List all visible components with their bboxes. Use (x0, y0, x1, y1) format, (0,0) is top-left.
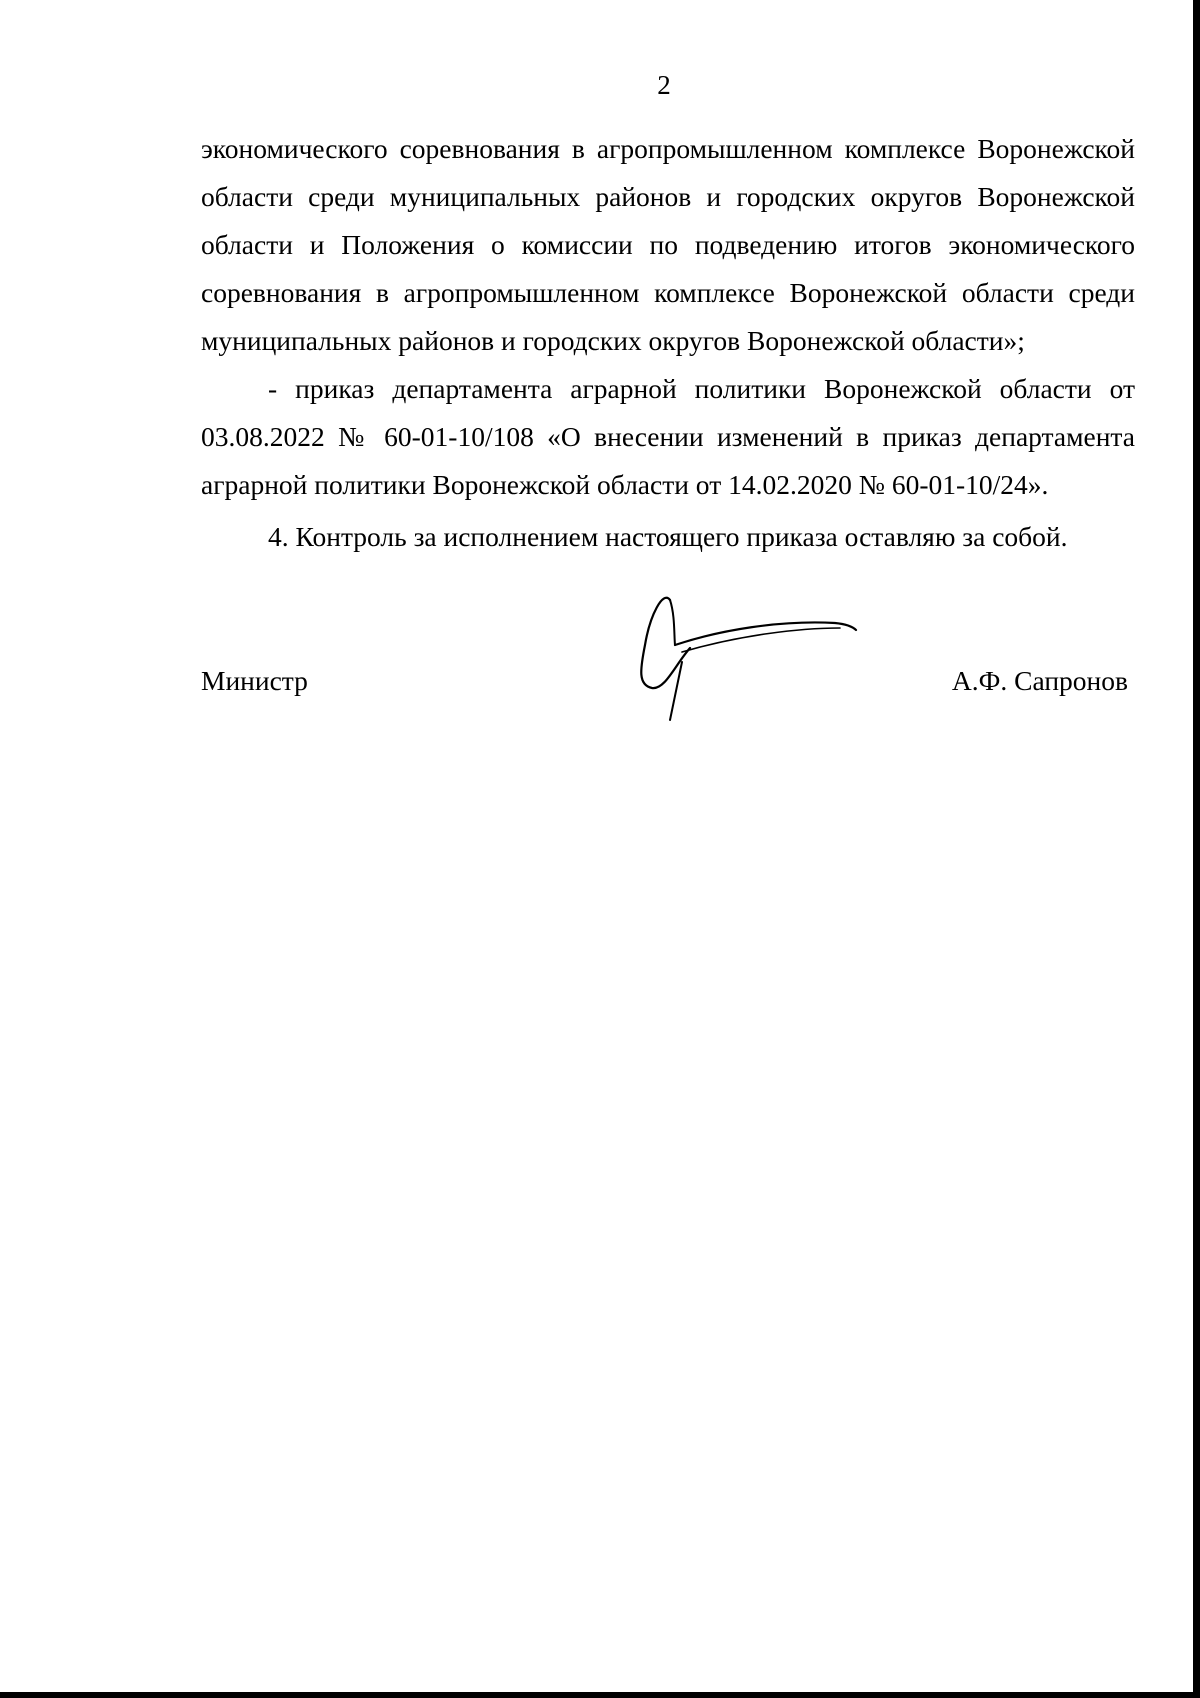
paragraph-continuation: экономического соревнования в агропромышленном комплексе Воронежской области среди муниципальных районов и городских округов Воронежской области и Положения о комиссии по подведению итогов экономического соревнования в агропромышленном комплексе Воронежской области среди муниципальных районов и городских округов Воронежской области»; (201, 133, 1135, 356)
page-number: 2 (657, 70, 671, 100)
signatory-position: Министр (201, 665, 308, 696)
paragraph-control-clause: 4. Контроль за исполнением настоящего приказа оставляю за собой. (268, 521, 1068, 552)
paragraph-order-reference: - приказ департамента аграрной политики Воронежской области от 03.08.2022 № 60-01-10/108 «О внесении изменений в приказ департамента аграрной политики Воронежской области от 14.02.2020 № 60-01-10/24». (201, 373, 1135, 500)
handwritten-signature (630, 590, 880, 725)
document-body (201, 125, 1135, 561)
signatory-name: А.Ф. Сапронов (951, 665, 1128, 696)
